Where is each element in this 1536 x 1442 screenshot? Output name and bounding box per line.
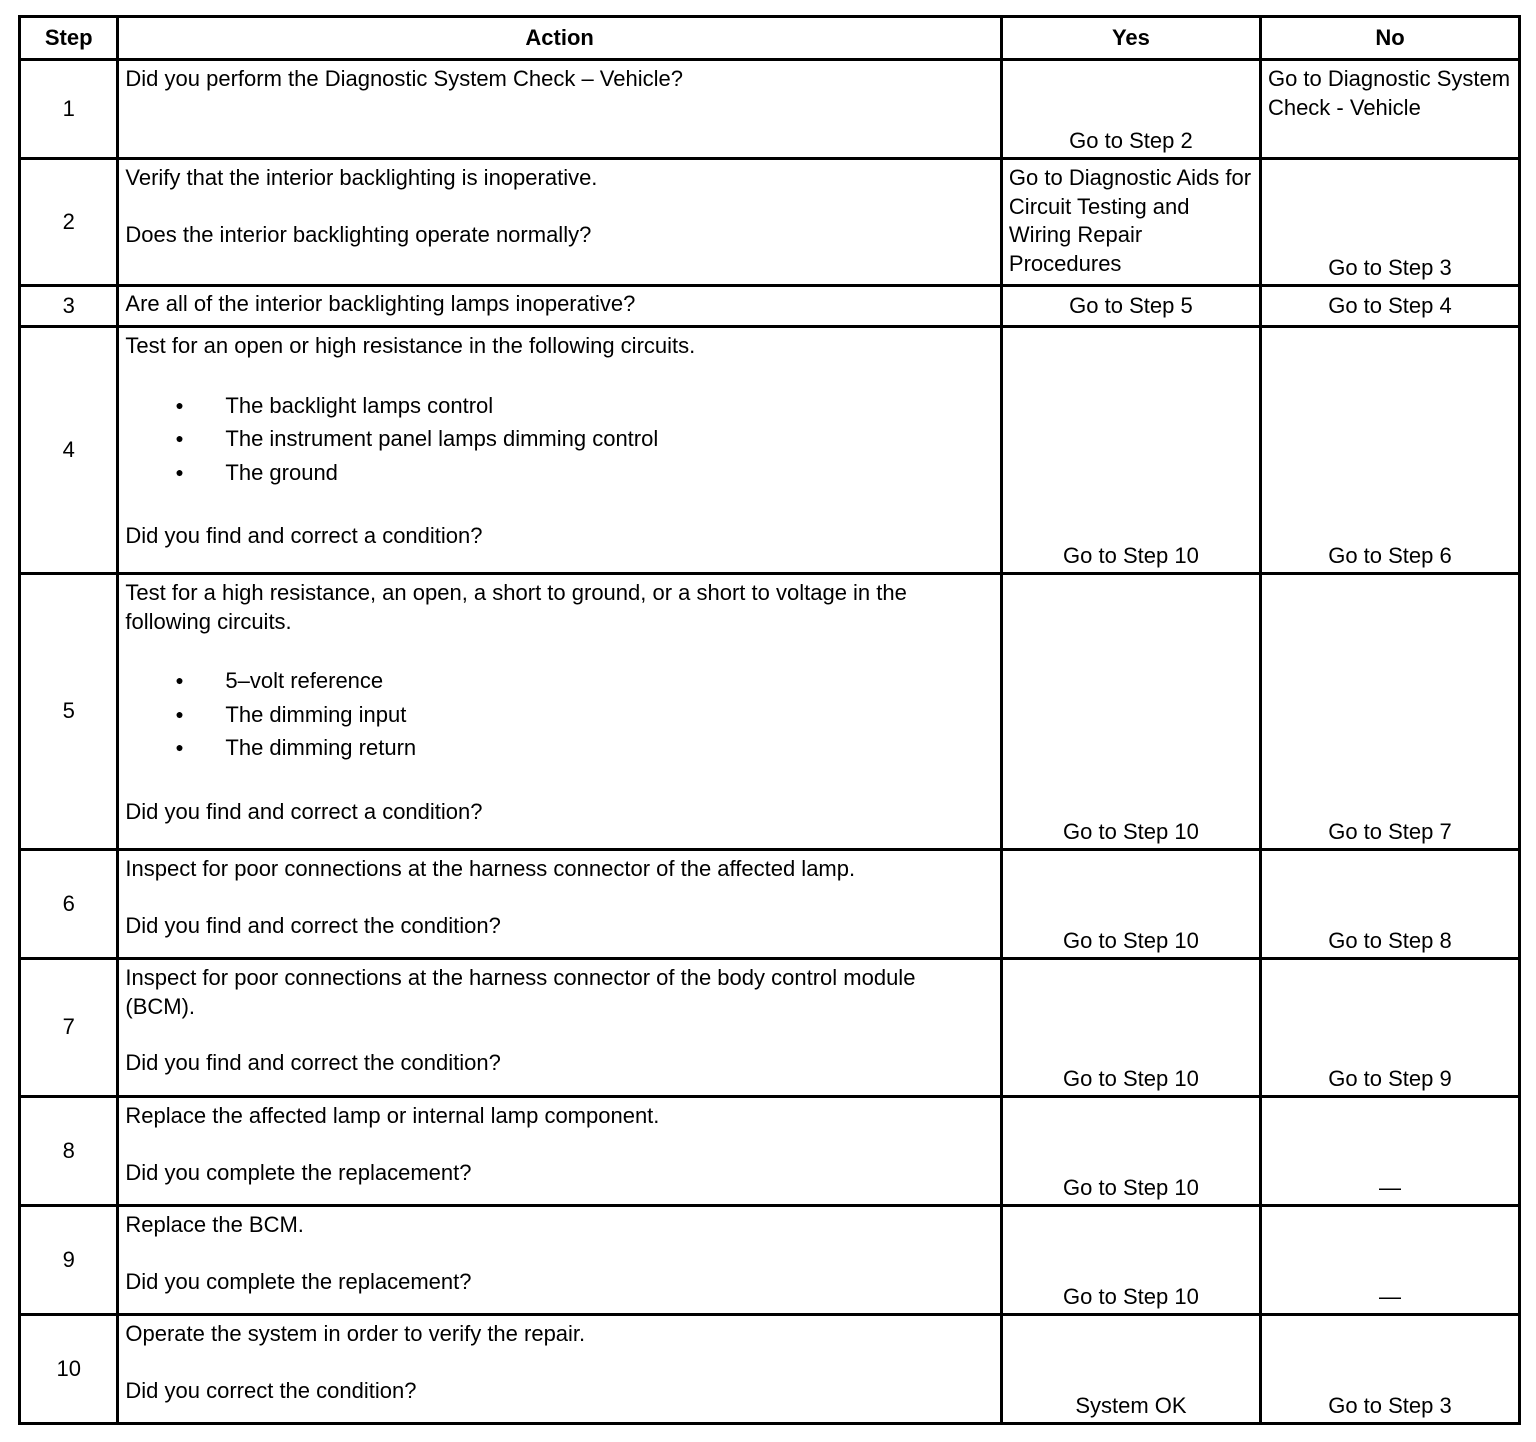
table-row	[20, 286, 1520, 327]
yes-text: Go to Step 10	[1063, 927, 1199, 953]
header-yes: Yes	[1001, 17, 1260, 60]
yes-text: Go to Step 10	[1063, 1174, 1199, 1200]
diagnostic-table	[18, 15, 1521, 1425]
no-cell	[1260, 1315, 1519, 1424]
header-no: No	[1260, 17, 1519, 60]
question-text: Did you find and correct the condition?	[125, 1050, 501, 1075]
no-text: —	[1378, 1174, 1401, 1200]
no-cell	[1260, 327, 1519, 574]
no-cell	[1260, 1097, 1519, 1206]
no-text: Go to Step 7	[1328, 818, 1452, 844]
action-cell	[118, 286, 1002, 327]
yes-cell	[1001, 1315, 1260, 1424]
step-number: 6	[20, 850, 118, 959]
no-cell	[1260, 850, 1519, 959]
list-item: ● The ground	[175, 456, 994, 490]
header-row	[20, 17, 1520, 60]
question-text: Did you correct the condition?	[125, 1377, 417, 1403]
yes-cell	[1001, 60, 1260, 159]
step-number: 4	[20, 327, 118, 574]
action-cell	[118, 1206, 1002, 1315]
step-number: 1	[20, 60, 118, 159]
list-item: ● The dimming input	[175, 698, 994, 732]
yes-cell	[1001, 1097, 1260, 1206]
no-text: Go to Step 8	[1328, 927, 1452, 953]
action-text: Operate the system in order to verify the repair.	[125, 1321, 586, 1346]
table-row	[20, 959, 1520, 1097]
yes-text: Go to Step 10	[1063, 542, 1199, 568]
table-row	[20, 60, 1520, 159]
no-cell	[1260, 159, 1519, 286]
action-cell	[118, 60, 1002, 159]
yes-cell	[1001, 327, 1260, 574]
table-row	[20, 159, 1520, 286]
question-text: Does the interior backlighting operate normally?	[125, 221, 592, 247]
no-cell: Go to Step 4	[1260, 286, 1519, 327]
action-text: Inspect for poor connections at the harness connector of the affected lamp.	[125, 856, 856, 881]
action-text: Are all of the interior backlighting lamps inoperative?	[125, 291, 636, 316]
action-text: Test for a high resistance, an open, a short to ground, or a short to voltage in the following circuits.	[125, 580, 907, 634]
yes-cell	[1001, 959, 1260, 1097]
yes-cell: Go to Step 5	[1001, 286, 1260, 327]
table-row	[20, 1097, 1520, 1206]
no-text: —	[1378, 1283, 1401, 1309]
no-cell	[1260, 60, 1519, 159]
list-item: ● The dimming return	[175, 731, 994, 765]
action-text: Test for an open or high resistance in the following circuits.	[125, 333, 696, 358]
table-row	[20, 327, 1520, 574]
action-text: Inspect for poor connections at the harness connector of the body control module (BCM).	[125, 965, 916, 1019]
table-row	[20, 1206, 1520, 1315]
yes-text: Go to Step 2	[1069, 127, 1193, 153]
no-cell	[1260, 959, 1519, 1097]
yes-text: Go to Step 10	[1063, 818, 1199, 844]
yes-cell	[1001, 159, 1260, 286]
yes-text: Go to Step 10	[1063, 1065, 1199, 1091]
yes-text: Go to Diagnostic Aids for Circuit Testing and Wiring Repair Procedures	[1008, 165, 1252, 276]
yes-text: Go to Step 10	[1063, 1283, 1199, 1309]
question-text: Did you complete the replacement?	[125, 1268, 472, 1294]
no-text: Go to Step 3	[1328, 254, 1452, 280]
question-text: Did you find and correct the condition?	[125, 912, 501, 938]
action-cell	[118, 850, 1002, 959]
no-text: Go to Step 6	[1328, 542, 1452, 568]
yes-cell	[1001, 1206, 1260, 1315]
action-cell	[118, 959, 1002, 1097]
step-number: 7	[20, 959, 118, 1097]
circuit-list	[125, 389, 994, 490]
question-text: Did you find and correct a condition?	[125, 523, 483, 548]
question-text: Did you find and correct a condition?	[125, 798, 483, 824]
header-action: Action	[118, 17, 1002, 60]
table-row	[20, 850, 1520, 959]
yes-cell	[1001, 574, 1260, 850]
no-cell	[1260, 1206, 1519, 1315]
header-step: Step	[20, 17, 118, 60]
no-text: Go to Step 3	[1328, 1392, 1452, 1418]
no-text: Go to Step 9	[1328, 1065, 1452, 1091]
step-number: 2	[20, 159, 118, 286]
action-text: Did you perform the Diagnostic System Check – Vehicle?	[125, 66, 683, 91]
no-cell	[1260, 574, 1519, 850]
yes-text: System OK	[1075, 1392, 1187, 1418]
action-cell	[118, 159, 1002, 286]
table-row	[20, 1315, 1520, 1424]
action-text: Replace the affected lamp or internal lamp component.	[125, 1103, 660, 1128]
question-text: Did you complete the replacement?	[125, 1159, 472, 1185]
circuit-list	[125, 664, 994, 765]
list-item: ● 5–volt reference	[175, 664, 994, 698]
step-number: 3	[20, 286, 118, 327]
no-text: Go to Diagnostic System Check - Vehicle	[1267, 66, 1511, 120]
step-number: 9	[20, 1206, 118, 1315]
table-row	[20, 574, 1520, 850]
action-cell	[118, 574, 1002, 850]
spacer	[125, 193, 994, 221]
step-number: 10	[20, 1315, 118, 1424]
action-cell	[118, 327, 1002, 574]
step-number: 5	[20, 574, 118, 850]
action-cell	[118, 1315, 1002, 1424]
action-cell	[118, 1097, 1002, 1206]
list-item: ● The instrument panel lamps dimming control	[175, 422, 994, 456]
action-text: Replace the BCM.	[125, 1212, 304, 1237]
list-item: ● The backlight lamps control	[175, 389, 994, 423]
action-text: Verify that the interior backlighting is inoperative.	[125, 165, 598, 190]
step-number: 8	[20, 1097, 118, 1206]
yes-cell	[1001, 850, 1260, 959]
